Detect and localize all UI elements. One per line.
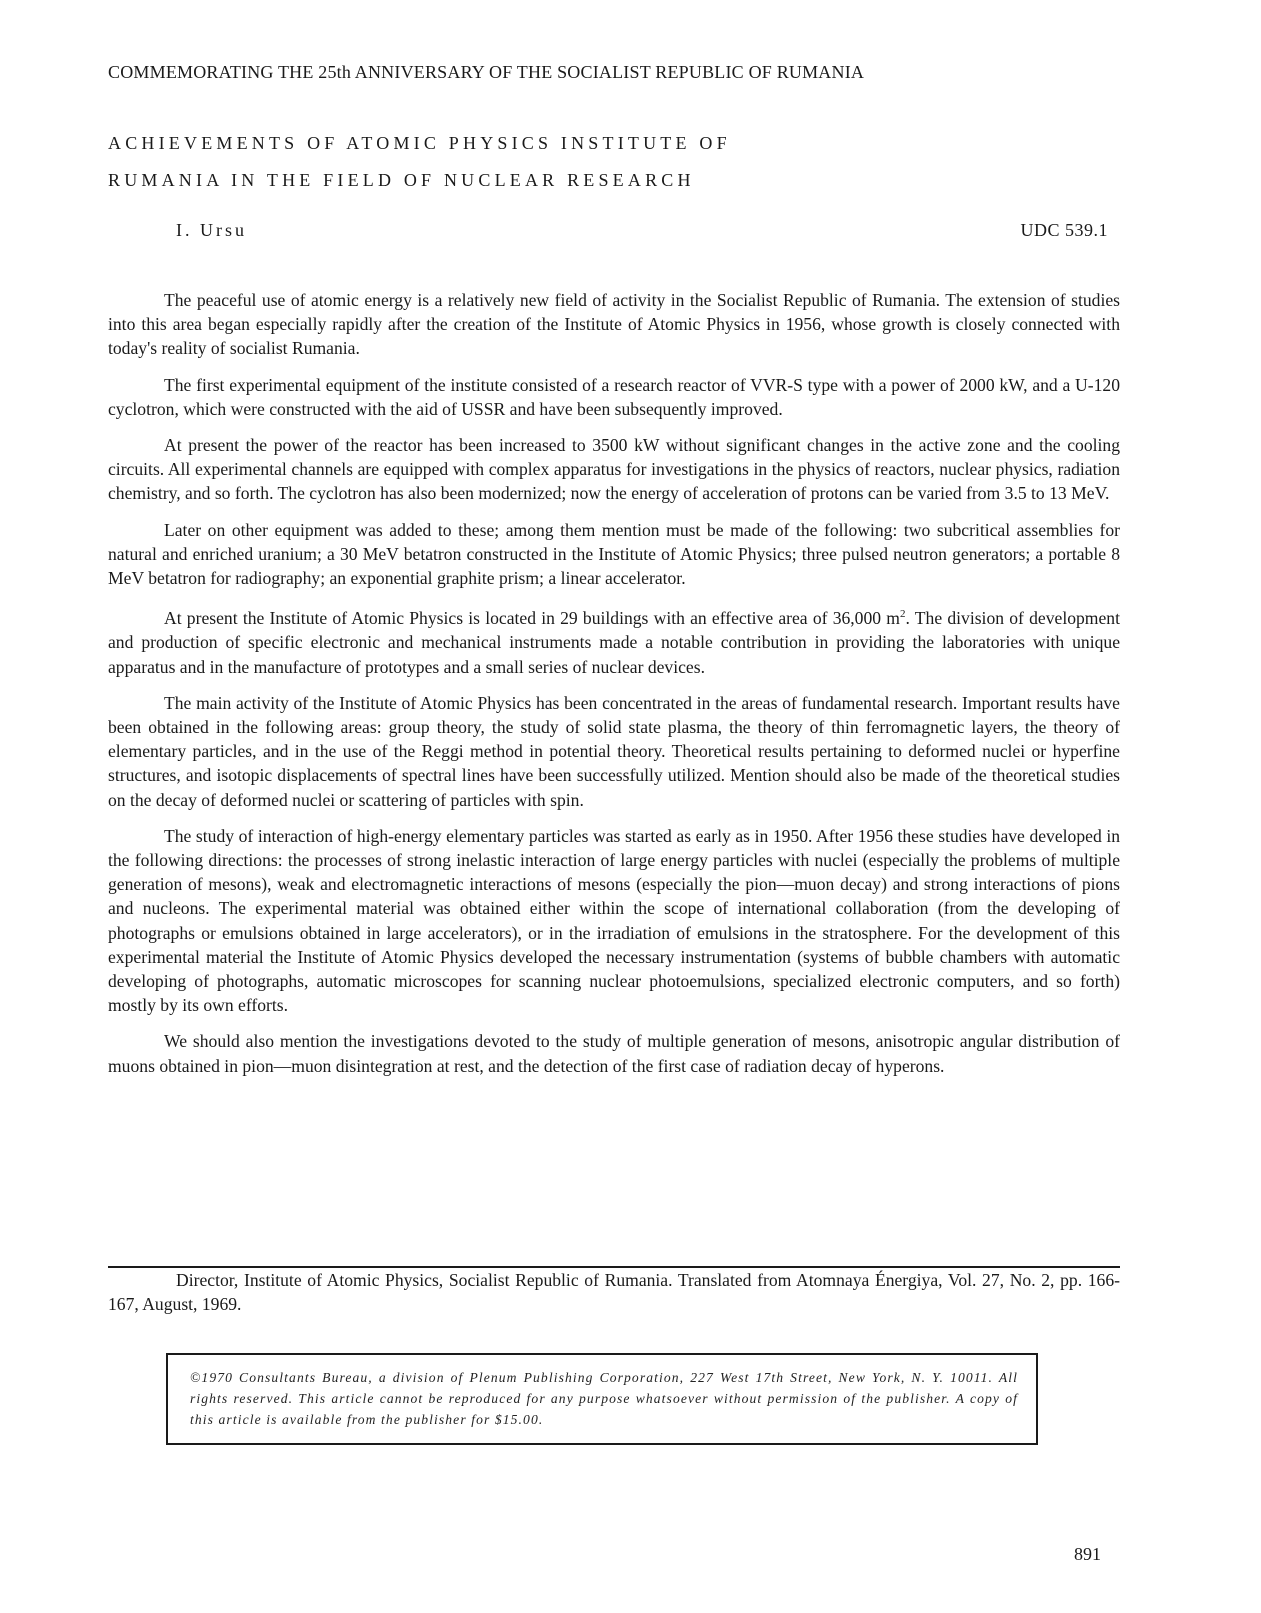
article-body	[108, 288, 1120, 1078]
paragraph-3: At present the power of the reactor has been increased to 3500 kW without significant changes in the active zone and the cooling circuits. All experimental channels are equipped with complex apparatus for investigations in the physics of reactors, nuclear physics, radiation chemistry, and so forth. The cyclotron has also been modernized; now the energy of acceleration of protons can be varied from 3.5 to 13 MeV.	[108, 435, 1120, 504]
paragraph-4: Later on other equipment was added to these; among them mention must be made of the following: two subcritical assemblies for natural and enriched uranium; a 30 MeV betatron constructed in the Institute of Atomic Physics; three pulsed neutron generators; a portable 8 MeV betatron for radiography; an exponential graphite prism; a linear accelerator.	[108, 519, 1120, 589]
footnote-text: Director, Institute of Atomic Physics, Socialist Republic of Rumania. Translated from Atomnaya Énergiya, Vol. 27, No. 2, pp. 166-167, August, 1969.	[108, 1270, 1120, 1314]
area-unit-superscript: 2	[899, 608, 906, 621]
paragraph-7: The study of interaction of high-energy elementary particles was started as early as in 1950. After 1956 these studies have developed in the following directions: the processes of strong inelastic interaction of large energy particles with nuclei (especially the problems of multiple generation of mesons), weak and electromagnetic interactions of mesons (especially the pion—muon decay) and strong interactions of pions and nucleons. The experimental material was obtained either within the scope of international collaboration (from the developing of photographs or emulsions obtained in large accelerators), or in the irradiation of emulsions in the stratosphere. For the development of this experimental material the Institute of Atomic Physics developed the necessary instrumentation (systems of bubble chambers with automatic developing of photographs, automatic microscopes for scanning nuclear photoemulsions, specialized electronic computers, and so forth) mostly by its own efforts.	[108, 825, 1120, 1016]
paragraph-5	[108, 602, 1120, 678]
paragraph-5-start: At present the Institute of Atomic Physics is located in 29 buildings with an effective area of 36,000 m	[164, 608, 900, 629]
commemoration-header: COMMEMORATING THE 25th ANNIVERSARY OF THE SOCIALIST REPUBLIC OF RUMANIA	[108, 62, 865, 82]
paragraph-6: The main activity of the Institute of Atomic Physics has been concentrated in the areas of fundamental research. Important results have been obtained in the following areas: group theory, the study of solid state plasma, the theory of thin ferromagnetic layers, the theory of elementary particles, and in the use of the Reggi method in potential theory. Theoretical results pertaining to deformed nuclei or hyperfine structures, and isotopic displacements of spectral lines have been successfully utilized. Mention should also be made of the theoretical studies on the decay of deformed nuclei or scattering of particles with spin.	[108, 692, 1120, 810]
paragraph-8: We should also mention the investigations devoted to the study of multiple generation of mesons, anisotropic angular distribution of muons obtained in pion—muon disintegration at rest, and the detection of the first case of radiation decay of hyperons.	[108, 1031, 1120, 1076]
paragraph-2: The first experimental equipment of the institute consisted of a research reactor of VVR-S type with a power of 2000 kW, and a U-120 cyclotron, which were constructed with the aid of USSR and have been subsequently improved.	[108, 374, 1120, 419]
article-title-line-2: RUMANIA IN THE FIELD OF NUCLEAR RESEARCH	[108, 170, 695, 190]
paragraph-1: The peaceful use of atomic energy is a relatively new field of activity in the Socialist Republic of Rumania. The extension of studies into this area began especially rapidly after the creation of the Institute of Atomic Physics in 1956, whose growth is closely connected with today's reality of socialist Rumania.	[108, 290, 1120, 359]
copyright-notice-box	[166, 1353, 1038, 1445]
page-number: 891	[1074, 1544, 1101, 1564]
article-title-line-1: ACHIEVEMENTS OF ATOMIC PHYSICS INSTITUTE OF	[108, 133, 731, 153]
footnote	[108, 1268, 1120, 1316]
udc-classification: UDC 539.1	[1020, 220, 1108, 240]
copyright-text: ©1970 Consultants Bureau, a division of Plenum Publishing Corporation, 227 West 17th Street, New York, N. Y. 10011. All rights reserved. This article cannot be reproduced for any purpose whatsoever without permission of the publisher. A copy of this article is available from the publisher for $15.00.	[190, 1370, 1018, 1427]
author-name: I. Ursu	[176, 220, 247, 240]
paragraph-5-end: . The division of development and production of specific electronic and mechanical instruments made a notable contribution in providing the laboratories with unique apparatus and in the manufacture of prototypes and a small series of nuclear devices.	[108, 608, 1120, 677]
